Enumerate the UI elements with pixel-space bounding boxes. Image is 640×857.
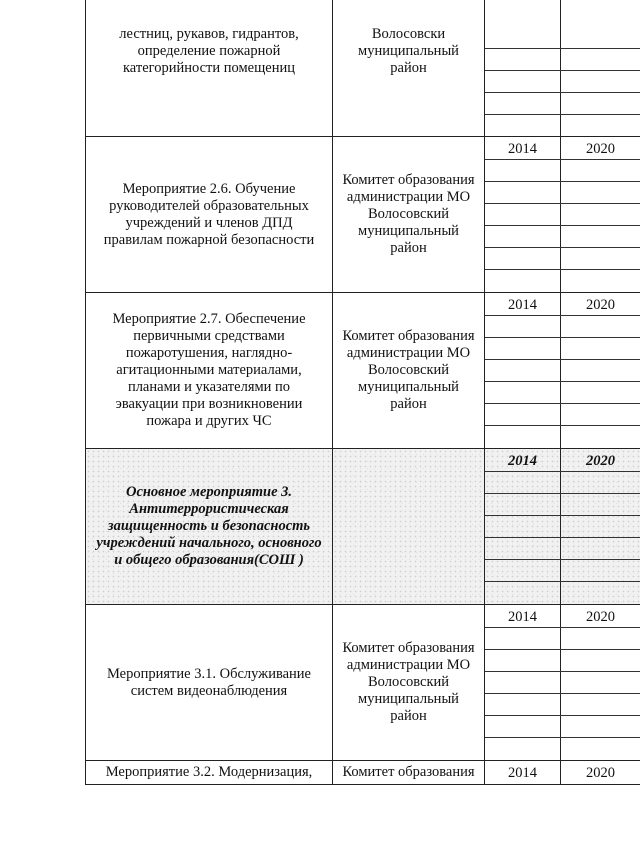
row-divider — [485, 671, 640, 672]
executor-cell — [333, 449, 485, 604]
row-divider — [485, 247, 640, 248]
year-start: 2014 — [508, 141, 537, 157]
activity-description-text: лестниц, рукавов, гидрантов, определение пожарной категорийности помещениц — [119, 26, 299, 76]
table-row — [85, 137, 640, 293]
table-row — [85, 293, 640, 449]
activity-description-text: Мероприятие 3.2. Модернизация, — [105, 764, 313, 780]
year-end: 2020 — [586, 141, 615, 157]
activity-description-text: Мероприятие 2.7. Обеспечение первичными средствами пожаротушения, наглядно-агитационными материалами, планами и указателями по эвакуации при возникновении пожара и других ЧС — [112, 311, 306, 429]
row-divider — [485, 92, 640, 93]
executor-cell — [333, 605, 485, 760]
activity-description — [85, 761, 333, 784]
table-row — [85, 0, 640, 137]
executor-cell — [333, 137, 485, 292]
row-divider — [485, 203, 640, 204]
year-start: 2014 — [508, 765, 537, 781]
activity-description-text: Основное мероприятие 3. Антитеррористическая защищенность и безопасность учреждений начального, основного и общего образования(СОШ ) — [96, 484, 322, 568]
executor-cell — [333, 0, 485, 136]
activity-description — [85, 0, 333, 136]
row-divider — [485, 159, 640, 160]
row-divider — [485, 537, 640, 538]
activity-description-text: Мероприятие 3.1. Обслуживание систем видеонаблюдения — [106, 665, 311, 699]
row-divider — [485, 649, 640, 650]
executor-text: Комитет образования администрации МО Волосовский муниципальный район — [342, 172, 475, 256]
row-divider — [485, 737, 640, 738]
table-row — [85, 605, 640, 761]
row-divider — [485, 315, 640, 316]
activity-description — [85, 293, 333, 448]
year-end-cell — [561, 0, 640, 136]
row-divider — [485, 181, 640, 182]
activity-description — [85, 449, 333, 604]
row-divider — [485, 337, 640, 338]
year-end: 2020 — [586, 297, 615, 313]
activity-description — [85, 605, 333, 760]
row-divider — [485, 403, 640, 404]
row-divider — [485, 581, 640, 582]
row-divider — [485, 471, 640, 472]
row-divider — [485, 693, 640, 694]
year-start-cell — [485, 0, 561, 136]
year-start: 2014 — [508, 297, 537, 313]
row-divider — [485, 225, 640, 226]
row-divider — [485, 627, 640, 628]
executor-text: Комитет образования администрации МО Волосовский муниципальный район — [342, 640, 475, 724]
year-start: 2014 — [508, 453, 537, 469]
executor-text: Волосовски муниципальный район — [358, 26, 459, 76]
row-divider — [485, 70, 640, 71]
executor-text: Комитет образования администрации МО Волосовский муниципальный район — [342, 328, 475, 412]
table-row — [85, 761, 640, 785]
row-divider — [485, 381, 640, 382]
year-end: 2020 — [586, 765, 615, 781]
row-divider — [485, 715, 640, 716]
row-divider — [485, 515, 640, 516]
activities-table — [85, 0, 640, 785]
table-row-main-activity — [85, 449, 640, 605]
year-end: 2020 — [586, 453, 615, 469]
row-divider — [485, 559, 640, 560]
activity-description-text: Мероприятие 2.6. Обучение руководителей образовательных учреждений и членов ДПД правилам пожарной безопасности — [103, 180, 315, 248]
row-divider — [485, 114, 640, 115]
executor-cell — [333, 293, 485, 448]
row-divider — [485, 48, 640, 49]
row-divider — [485, 359, 640, 360]
year-start-cell — [485, 761, 561, 784]
year-end: 2020 — [586, 609, 615, 625]
year-end-cell — [561, 761, 640, 784]
activity-description — [85, 137, 333, 292]
executor-cell — [333, 761, 485, 784]
year-start: 2014 — [508, 609, 537, 625]
row-divider — [485, 269, 640, 270]
row-divider — [485, 425, 640, 426]
executor-text: Комитет образования — [342, 764, 475, 780]
row-divider — [485, 493, 640, 494]
